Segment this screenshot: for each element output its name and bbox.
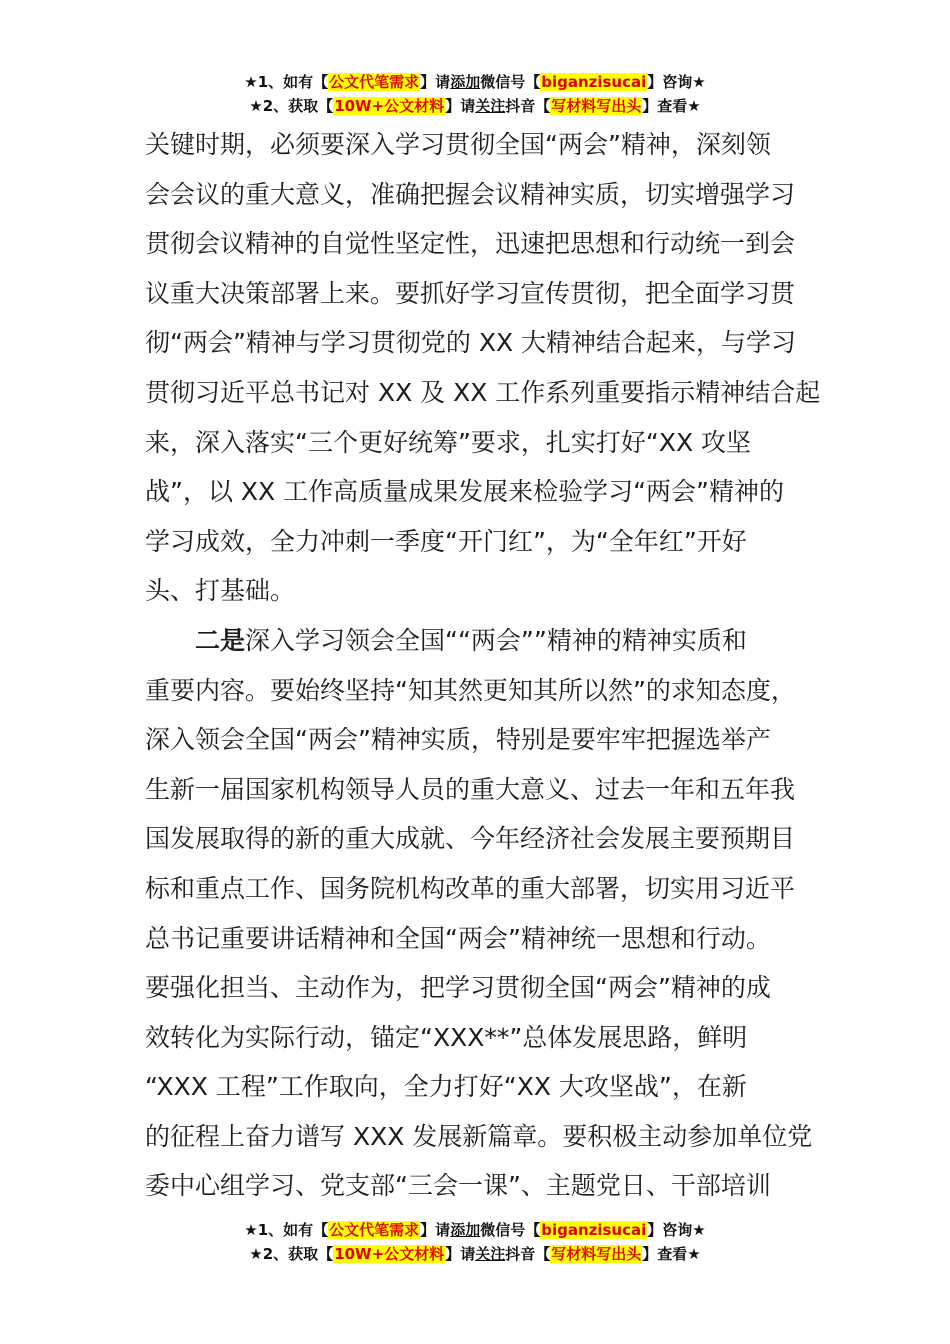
banner-line-2: ★2、获取【10W+公文材料】请关注抖音【写材料写出头】查看★ xyxy=(249,97,701,115)
text-line: 重要内容。要始终坚持“知其然更知其所以然”的求知态度， xyxy=(145,675,796,705)
text-line: 战”，以 XX 工作高质量成果发展来检验学习“两会”精神的 xyxy=(145,477,785,507)
text-line: 彻“两会”精神与学习贯彻党的 XX 大精神结合起来，与学习 xyxy=(145,328,797,358)
text-line: 生新一届国家机构领导人员的重大意义、过去一年和五年我 xyxy=(145,774,796,804)
paragraph-lead: 二是 xyxy=(195,625,246,655)
text-line: 贯彻习近平总书记对 XX 及 XX 工作系列重要指示精神结合起 xyxy=(145,377,821,407)
text-line: 议重大决策部署上来。要抓好学习宣传贯彻，把全面学习贯 xyxy=(145,278,796,308)
highlight-service: 公文代笔需求 xyxy=(329,1221,420,1239)
text-line: 会会议的重大意义，准确把握会议精神实质，切实增强学习 xyxy=(145,179,796,209)
text-line: 标和重点工作、国务院机构改革的重大部署，切实用习近平 xyxy=(145,873,796,903)
text-line: 深入领会全国“两会”精神实质，特别是要牢牢把握选举产 xyxy=(145,725,771,755)
highlight-materials: 10W+公文材料 xyxy=(334,1245,445,1263)
footer-banner xyxy=(0,1218,950,1266)
paragraph-2 xyxy=(145,616,825,1211)
document-body xyxy=(145,120,825,1211)
banner-line-1: ★1、如有【公文代笔需求】请添加微信号【biganzisucai】咨询★ xyxy=(244,73,706,91)
highlight-douyin-id: 写材料写出头 xyxy=(551,97,642,115)
paragraph-1 xyxy=(145,120,825,616)
text-line: 学习成效，全力冲刺一季度“开门红”，为“全年红”开好 xyxy=(145,526,747,556)
text-line: 委中心组学习、党支部“三会一课”、主题党日、干部培训 xyxy=(145,1171,771,1201)
banner-line-2: ★2、获取【10W+公文材料】请关注抖音【写材料写出头】查看★ xyxy=(249,1245,701,1263)
text-line: 效转化为实际行动，锚定“XXX**”总体发展思路，鲜明 xyxy=(145,1022,748,1052)
highlight-materials: 10W+公文材料 xyxy=(334,97,445,115)
text-line: 贯彻会议精神的自觉性坚定性，迅速把思想和行动统一到会 xyxy=(145,229,796,259)
highlight-wechat-id: biganzisucai xyxy=(541,73,647,91)
text-line: 关键时期，必须要深入学习贯彻全国“两会”精神，深刻领 xyxy=(145,130,771,159)
text-line: 头、打基础。 xyxy=(145,576,296,606)
text-line: 来，深入落实“三个更好统筹”要求，扎实打好“XX 攻坚 xyxy=(145,427,752,457)
text-line: 要强化担当、主动作为，把学习贯彻全国“两会”精神的成 xyxy=(145,973,771,1003)
text-line: 总书记重要讲话精神和全国“两会”精神统一思想和行动。 xyxy=(145,923,771,953)
header-banner xyxy=(0,70,950,118)
text-line: “XXX 工程”工作取向，全力打好“XX 大攻坚战”，在新 xyxy=(145,1072,747,1102)
highlight-douyin-id: 写材料写出头 xyxy=(551,1245,642,1263)
banner-line-1: ★1、如有【公文代笔需求】请添加微信号【biganzisucai】咨询★ xyxy=(244,1221,706,1239)
highlight-service: 公文代笔需求 xyxy=(329,73,420,91)
text-line: 国发展取得的新的重大成就、今年经济社会发展主要预期目 xyxy=(145,824,796,854)
text-line: 的征程上奋力谱写 XXX 发展新篇章。要积极主动参加单位党 xyxy=(145,1121,813,1151)
highlight-wechat-id: biganzisucai xyxy=(541,1221,647,1239)
text-line-first: 二是深入学习领会全国““两会””精神的精神实质和 xyxy=(195,625,747,655)
